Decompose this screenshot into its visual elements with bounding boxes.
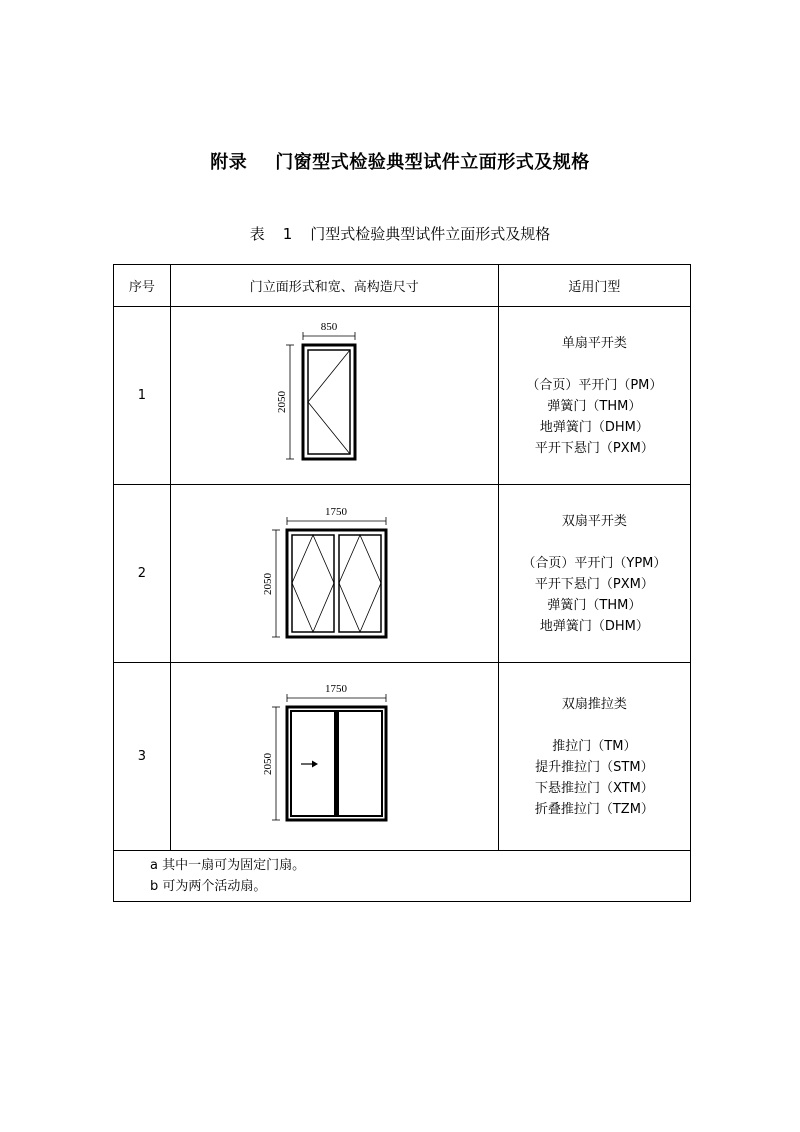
door-type-group: 单扇平开类 <box>561 335 627 351</box>
double-swing-door-diagram <box>254 497 414 647</box>
arrow-right-icon <box>301 760 318 767</box>
row-number: 1 <box>114 307 171 485</box>
note-b: b 可为两个活动扇。 <box>150 879 267 894</box>
header-door-type: 适用门型 <box>498 265 690 307</box>
elevation-cell <box>170 307 498 485</box>
height-label: 2050 <box>262 752 275 775</box>
note-a: a 其中一扇可为固定门扇。 <box>150 858 306 873</box>
door-type-group: 双扇平开类 <box>561 513 627 529</box>
door-type-cell <box>498 307 690 485</box>
table-header-row <box>114 265 691 307</box>
spec-table <box>113 264 691 902</box>
table-caption: 表 1 门型式检验典型试件立面形式及规格 <box>249 225 551 243</box>
header-no: 序号 <box>114 265 171 307</box>
door-type-item: 提升推拉门（STM） <box>535 759 654 775</box>
page-title: 附录 门窗型式检验典型试件立面形式及规格 <box>210 152 590 173</box>
table-notes <box>114 851 691 902</box>
door-type-item: 折叠推拉门（TZM） <box>534 801 654 817</box>
table-notes-row <box>114 851 691 902</box>
row-number: 3 <box>114 663 171 851</box>
table-row <box>114 663 691 851</box>
height-label: 2050 <box>262 572 275 595</box>
header-elevation: 门立面形式和宽、高构造尺寸 <box>170 265 498 307</box>
door-type-item: 平开下悬门（PXM） <box>534 440 654 456</box>
door-type-item: 地弹簧门（DHM） <box>539 419 649 435</box>
single-swing-door-diagram <box>274 313 394 475</box>
door-type-item: 下悬推拉门（XTM） <box>534 780 654 796</box>
door-type-cell <box>498 663 690 851</box>
door-type-item: 推拉门（TM） <box>552 738 637 754</box>
row-number: 2 <box>114 485 171 663</box>
elevation-cell <box>170 485 498 663</box>
width-label: 850 <box>321 320 338 333</box>
door-type-item: 弹簧门（THM） <box>547 398 642 414</box>
elevation-cell <box>170 663 498 851</box>
door-type-item: （合页）平开门（YPM） <box>522 555 667 571</box>
double-sliding-door-diagram <box>254 680 414 830</box>
door-type-item: （合页）平开门（PM） <box>526 377 663 393</box>
table-row <box>114 485 691 663</box>
door-type-cell <box>498 485 690 663</box>
width-label: 1750 <box>325 682 348 695</box>
door-type-item: 平开下悬门（PXM） <box>534 576 654 592</box>
table-row <box>114 307 691 485</box>
door-type-item: 弹簧门（THM） <box>547 597 642 613</box>
width-label: 1750 <box>325 505 348 518</box>
height-label: 2050 <box>276 390 289 413</box>
door-type-group: 双扇推拉类 <box>561 696 627 712</box>
door-type-item: 地弹簧门（DHM） <box>539 618 649 634</box>
